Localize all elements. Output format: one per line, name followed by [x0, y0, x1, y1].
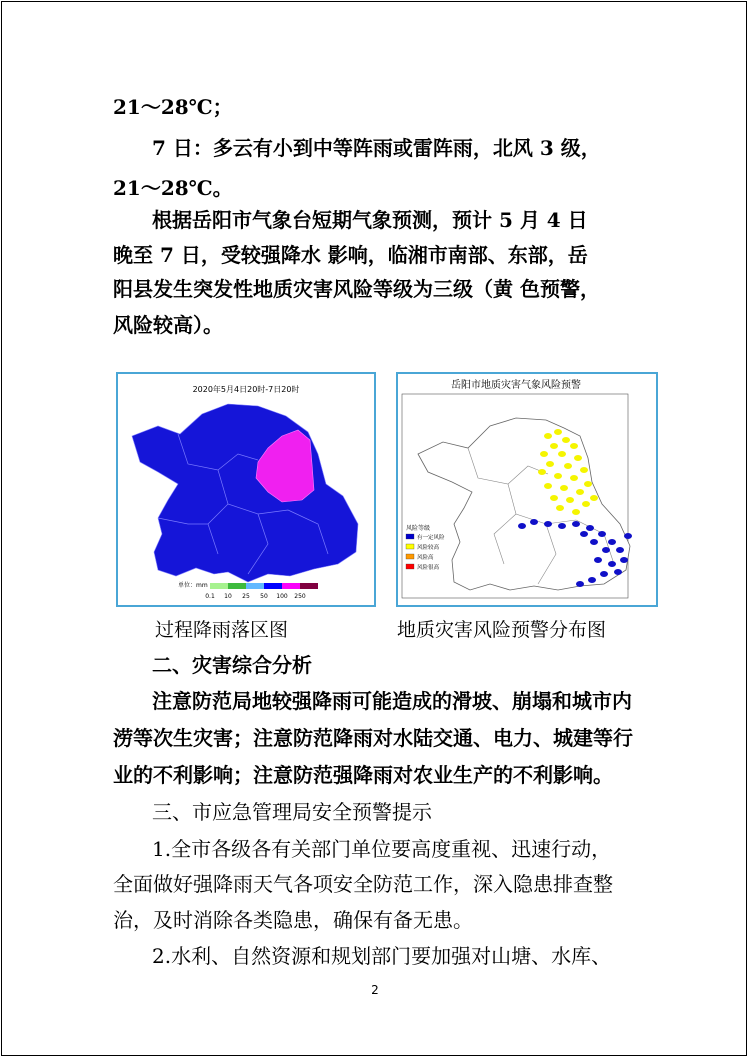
hazard-legend — [406, 524, 445, 571]
rainfall-map-figure — [116, 372, 376, 607]
text-line: 业的不利影响；注意防范强降雨对农业生产的不利影响。 — [113, 763, 613, 787]
hazard-legend-item: 有一定风险 — [417, 535, 445, 541]
rainfall-legend — [205, 583, 318, 600]
text-line: 7 日：多云有小到中等阵雨或雷阵雨，北风 3 级， — [152, 136, 601, 160]
section-heading: 二、灾害综合分析 — [152, 653, 312, 677]
hazard-legend-item: 风险很高 — [417, 565, 440, 571]
legend-tick: 250 — [294, 593, 306, 600]
page-number: 2 — [371, 983, 379, 997]
legend-tick: 0.1 — [205, 593, 215, 600]
hazard-map-caption: 地质灾害风险预警分布图 — [397, 619, 607, 641]
hazard-legend-item: 风险高 — [417, 555, 434, 561]
text-line: 1.全市各级各有关部门单位要高度重视、迅速行动， — [152, 837, 612, 861]
rainfall-unit-label: 单位：mm — [178, 582, 208, 589]
text-line: 21～28℃。 — [113, 176, 233, 200]
text-line: 治，及时消除各类隐患，确保有备无患。 — [113, 908, 473, 932]
text-line: 风险较高）。 — [113, 313, 223, 337]
rainfall-map-title: 2020年5月4日20时-7日20时 — [192, 385, 300, 394]
text-line: 注意防范局地较强降雨可能造成的滑坡、崩塌和城市内 — [152, 689, 632, 713]
rainfall-map-caption: 过程降雨落区图 — [155, 619, 289, 641]
text-line: 涝等次生灾害；注意防范降雨对水陆交通、电力、城建等行 — [113, 726, 633, 750]
text-line: 全面做好强降雨天气各项安全防范工作，深入隐患排查整 — [113, 872, 613, 896]
hazard-map-figure — [396, 372, 658, 607]
legend-tick: 25 — [242, 593, 250, 600]
section-heading: 三、市应急管理局安全预警提示 — [152, 800, 432, 824]
hazard-legend-item: 风险较高 — [417, 545, 440, 551]
text-line: 根据岳阳市气象台短期气象预测，预计 5 月 4 日 — [152, 208, 588, 232]
text-line: 21～28℃； — [113, 95, 233, 119]
hazard-legend-title: 风险等级 — [406, 525, 431, 532]
hazard-map-title: 岳阳市地质灾害气象风险预警 — [451, 380, 581, 391]
text-line: 阳县发生突发性地质灾害风险等级为三级（黄 色预警， — [113, 277, 600, 301]
legend-tick: 10 — [224, 593, 232, 600]
rainfall-region-blue — [132, 404, 358, 582]
text-line: 晚至 7 日，受较强降水 影响，临湘市南部、东部，岳 — [113, 243, 588, 267]
legend-tick: 50 — [260, 593, 268, 600]
hazard-region-outline — [418, 418, 630, 590]
text-line: 2.水利、自然资源和规划部门要加强对山塘、水库、 — [152, 944, 612, 968]
legend-tick: 100 — [276, 593, 288, 600]
